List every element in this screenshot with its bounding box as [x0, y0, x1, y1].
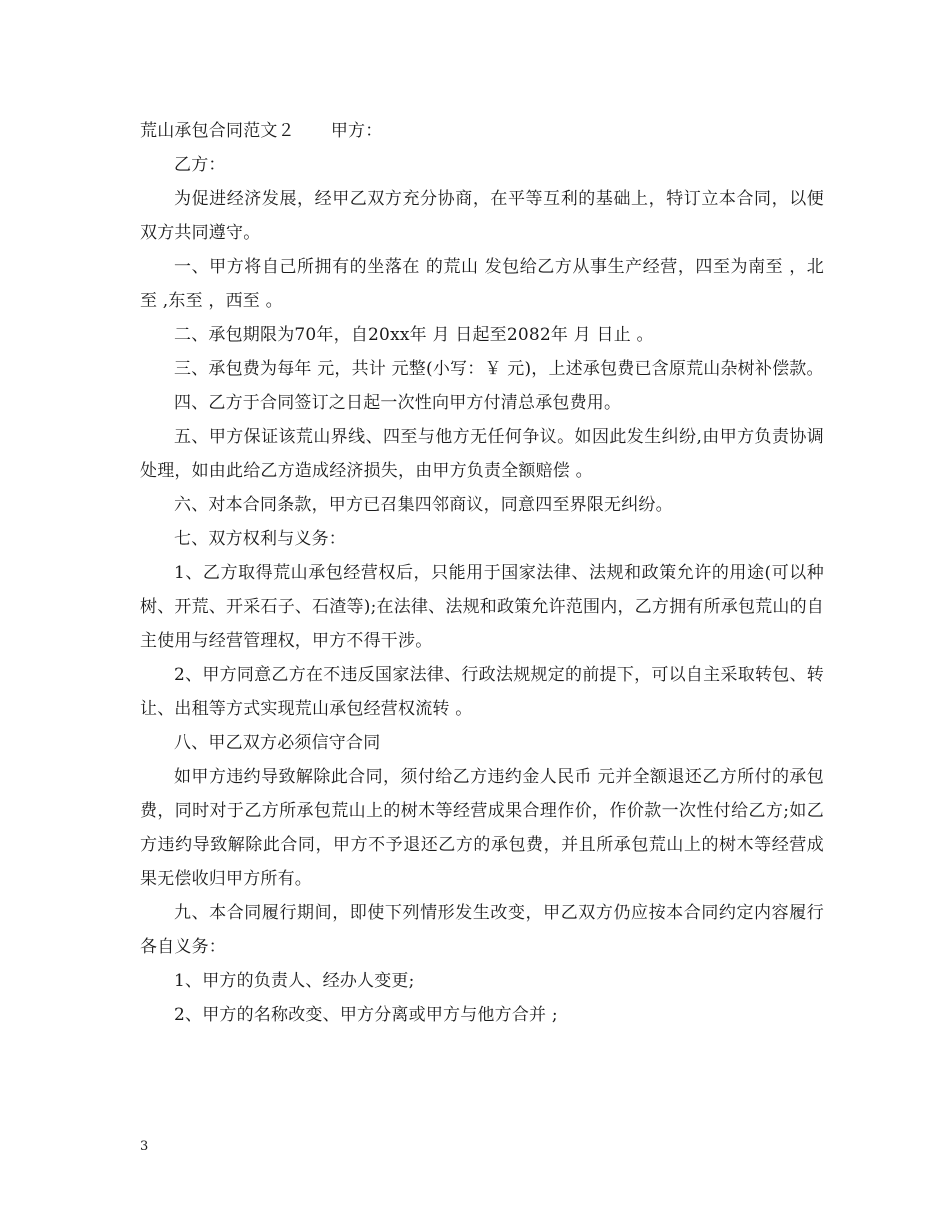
- clause-9-heading: 九、本合同履行期间，即使下列情形发生改变，甲乙双方仍应按本合同约定内容履行各自义务：: [140, 903, 824, 957]
- clause-9-item-1: 1、甲方的负责人、经办人变更;: [174, 971, 415, 991]
- clause-8-breach: 如甲方违约导致解除此合同，须付给乙方违约金人民币 元并全额退还乙方所付的承包费，同时对于乙方所承包荒山上的树木等经营成果合理作价，作价款一次性付给乙方;如乙方违约导致解除此合同，甲方不予退还乙方的承包费，并且所承包荒山上的树木等经营成果无偿收归甲方所有。: [140, 767, 824, 889]
- clause-7-item-2: 2、甲方同意乙方在不违反国家法律、行政法规规定的前提下，可以自主采取转包、转让、出租等方式实现荒山承包经营权流转 。: [140, 665, 824, 719]
- clause-6-neighbors: 六、对本合同条款，甲方已召集四邻商议，同意四至界限无纠纷。: [174, 495, 673, 515]
- clause-5-boundary: 五、甲方保证该荒山界线、四至与他方无任何争议。如因此发生纠纷,由甲方负责协调处理，如由此给乙方造成经济损失，由甲方负责全额赔偿 。: [140, 427, 824, 481]
- clause-1-location: 一、甲方将自己所拥有的坐落在 的荒山 发包给乙方从事生产经营，四至为南至 ，北至 ,东至 ，西至 。: [140, 257, 824, 311]
- preamble-paragraph: 为促进经济发展，经甲乙双方充分协商，在平等互利的基础上，特订立本合同，以便双方共同遵守。: [140, 189, 824, 243]
- party-a-label: 甲方：: [330, 121, 383, 141]
- document-body: [140, 114, 824, 1032]
- page-number: 3: [140, 1139, 149, 1154]
- document-title: 荒山承包合同范文２: [140, 121, 295, 141]
- clause-7-item-1: 1、乙方取得荒山承包经营权后，只能用于国家法律、法规和政策允许的用途(可以种树、开荒、开采石子、石渣等);在法律、法规和政策允许范围内，乙方拥有所承包荒山的自主使用与经营管理权，甲方不得干涉。: [140, 563, 824, 651]
- document-heading-line: [140, 114, 824, 148]
- clause-7-heading: 七、双方权利与义务：: [174, 529, 346, 549]
- clause-2-term: 二、承包期限为70年，自20xx年 月 日起至2082年 月 日止 。: [174, 325, 654, 345]
- party-b-line: 乙方：: [174, 155, 226, 175]
- clause-8-heading: 八、甲乙双方必须信守合同: [174, 733, 381, 753]
- clause-9-item-2: 2、甲方的名称改变、甲方分离或甲方与他方合并 ;: [174, 1005, 558, 1025]
- clause-4-payment: 四、乙方于合同签订之日起一次性向甲方付清总承包费用。: [174, 393, 622, 413]
- clause-3-fee: 三、承包费为每年 元，共计 元整(小写：￥ 元)，上述承包费已含原荒山杂树补偿款。: [174, 359, 824, 379]
